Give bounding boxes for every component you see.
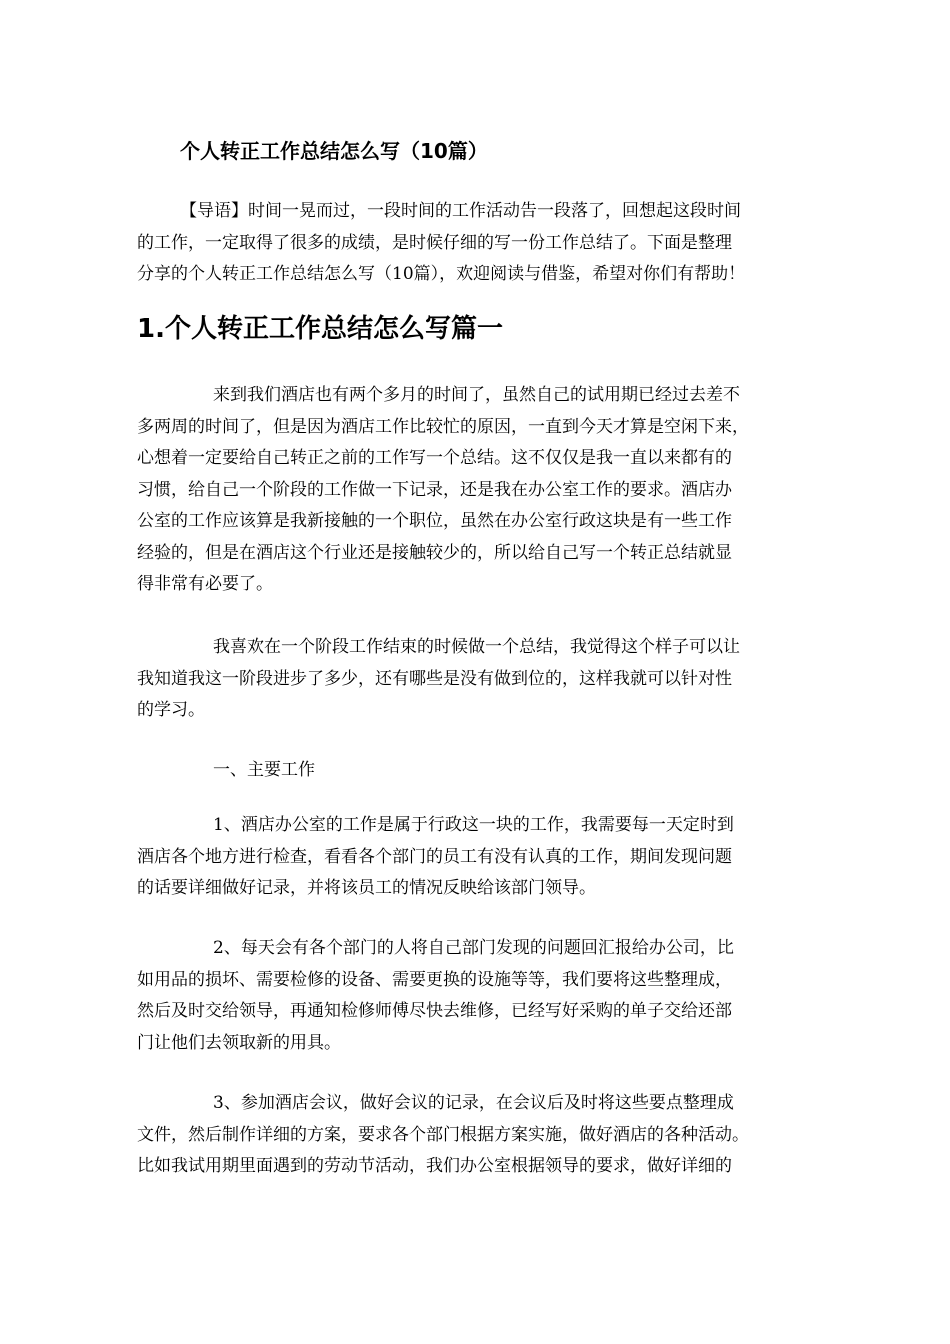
paragraph-line: 经验的，但是在酒店这个行业还是接触较少的，所以给自己写一个转正总结就显 (137, 542, 732, 563)
intro-line: 【导语】时间一晃而过，一段时间的工作活动告一段落了，回想起这段时间 (180, 201, 741, 221)
list-item-paragraph (137, 1088, 827, 1183)
paragraph-line: 来到我们酒店也有两个多月的时间了，虽然自己的试用期已经过去差不 (213, 385, 740, 405)
paragraph-line: 然后及时交给领导，再通知检修师傅尽快去维修，已经写好采购的单子交给还部 (137, 1001, 732, 1021)
list-item-paragraph (137, 810, 827, 905)
paragraph-line: 文件，然后制作详细的方案，要求各个部门根据方案实施，做好酒店的各种活动。 (137, 1124, 749, 1145)
paragraph-line: 多两周的时间了，但是因为酒店工作比较忙的原因，一直到今天才算是空闲下来， (137, 416, 749, 437)
paragraph-line: 比如我试用期里面遇到的劳动节活动，我们办公室根据领导的要求，做好详细的 (137, 1156, 732, 1176)
paragraph-line: 门让他们去领取新的用具。 (137, 1032, 341, 1053)
paragraph-line: 酒店各个地方进行检查，看看各个部门的员工有没有认真的工作，期间发现问题 (137, 846, 732, 867)
paragraph-line: 习惯，给自己一个阶段的工作做一下记录，还是我在办公室工作的要求。酒店办 (137, 479, 732, 500)
paragraph-line: 得非常有必要了。 (137, 574, 273, 594)
paragraph-line: 如用品的损坏、需要检修的设备、需要更换的设施等等，我们要将这些整理成， (137, 969, 732, 990)
intro-line: 分享的个人转正工作总结怎么写（10篇），欢迎阅读与借鉴，希望对你们有帮助！ (137, 264, 746, 284)
paragraph-line: 3、参加酒店会议，做好会议的记录，在会议后及时将这些要点整理成 (213, 1093, 734, 1113)
document-title: 个人转正工作总结怎么写（10篇） (180, 139, 488, 163)
intro-paragraph (137, 196, 827, 291)
section-heading: 1.个人转正工作总结怎么写篇一 (137, 314, 503, 344)
subheading-main-work: 一、主要工作 (213, 760, 315, 780)
paragraph-line: 2、每天会有各个部门的人将自己部门发现的问题回汇报给办公司，比 (213, 938, 734, 958)
paragraph-line: 的学习。 (137, 700, 205, 720)
intro-line: 的工作，一定取得了很多的成绩，是时候仔细的写一份工作总结了。下面是整理 (137, 232, 732, 253)
paragraph-line: 心想着一定要给自己转正之前的工作写一个总结。这不仅仅是我一直以来都有的 (137, 448, 732, 468)
list-item-paragraph (137, 933, 827, 1059)
paragraph-line: 1、酒店办公室的工作是属于行政这一块的工作，我需要每一天定时到 (213, 815, 734, 835)
paragraph-line: 我喜欢在一个阶段工作结束的时候做一个总结，我觉得这个样子可以让 (213, 637, 740, 657)
paragraph-line: 的话要详细做好记录，并将该员工的情况反映给该部门领导。 (137, 878, 596, 898)
paragraph-line: 我知道我这一阶段进步了多少，还有哪些是没有做到位的，这样我就可以针对性 (137, 668, 732, 689)
paragraph-line: 公室的工作应该算是我新接触的一个职位，虽然在办公室行政这块是有一些工作 (137, 511, 732, 531)
body-paragraph (137, 380, 827, 601)
body-paragraph (137, 632, 827, 727)
subheading-paragraph (137, 755, 827, 787)
